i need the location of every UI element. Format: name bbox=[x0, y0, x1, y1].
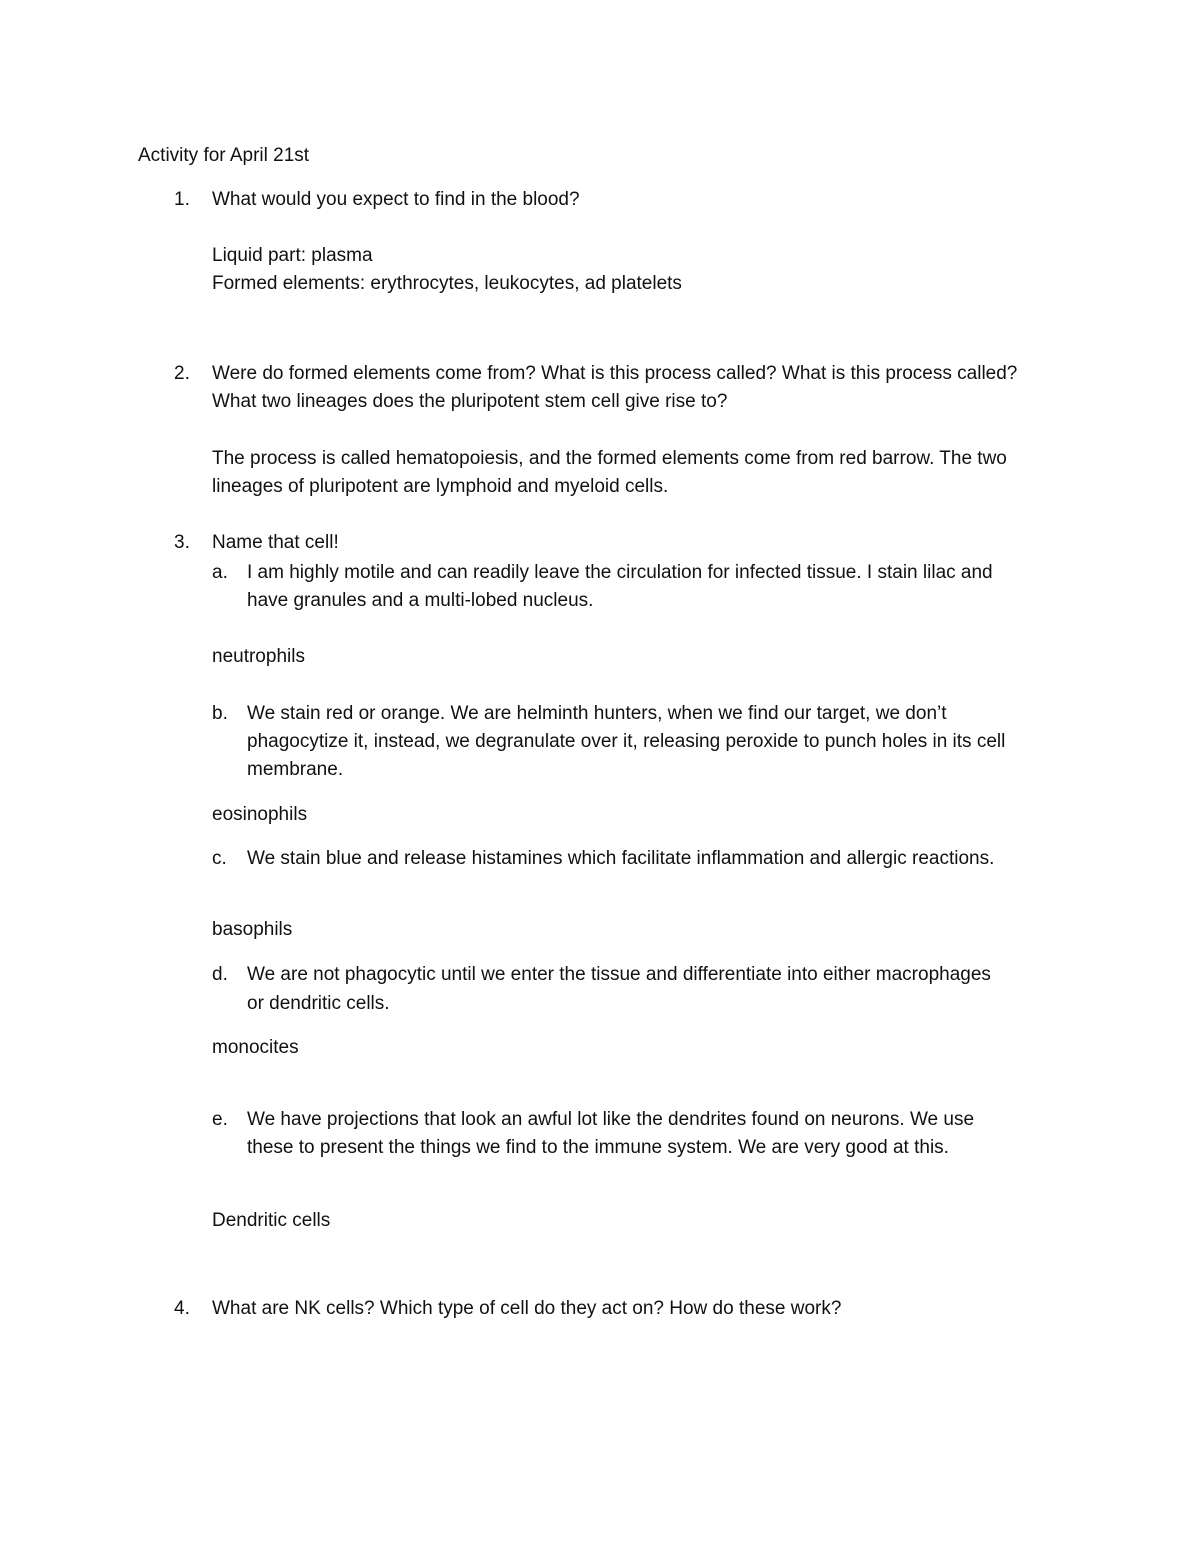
question-2-answer-line-2: lineages of pluripotent are lymphoid and myeloid cells. bbox=[212, 476, 669, 497]
question-1-answer-line-1: Liquid part: plasma bbox=[212, 245, 373, 266]
question-3c-answer: basophils bbox=[212, 919, 293, 940]
question-3d-letter: d. bbox=[212, 964, 228, 985]
question-3a-answer: neutrophils bbox=[212, 646, 305, 667]
question-3c-text-line-1: We stain blue and release histamines which facilitate inflammation and allergic reactions. bbox=[247, 848, 995, 869]
question-3d-text-line-2: or dendritic cells. bbox=[247, 993, 390, 1014]
question-1-text: What would you expect to find in the blood? bbox=[212, 189, 580, 210]
question-3a-text-line-1: I am highly motile and can readily leave the circulation for infected tissue. I stain lilac and bbox=[247, 562, 993, 583]
document-title: Activity for April 21st bbox=[138, 145, 310, 166]
question-3e-letter: e. bbox=[212, 1109, 228, 1130]
question-2-text-line-1: Were do formed elements come from? What is this process called? What is this process called? bbox=[212, 363, 1018, 384]
question-4-number: 4. bbox=[174, 1298, 190, 1319]
question-3e-text-line-2: these to present the things we find to the immune system. We are very good at this. bbox=[247, 1137, 949, 1158]
question-1-answer-line-2: Formed elements: erythrocytes, leukocytes, ad platelets bbox=[212, 273, 682, 294]
question-3c-letter: c. bbox=[212, 848, 227, 869]
question-4-text: What are NK cells? Which type of cell do they act on? How do these work? bbox=[212, 1298, 842, 1319]
question-3d-text-line-1: We are not phagocytic until we enter the tissue and differentiate into either macrophages bbox=[247, 964, 991, 985]
question-3d-answer: monocites bbox=[212, 1037, 299, 1058]
question-2-answer-line-1: The process is called hematopoiesis, and the formed elements come from red barrow. The two bbox=[212, 448, 1007, 469]
question-3-text: Name that cell! bbox=[212, 532, 339, 553]
question-3-number: 3. bbox=[174, 532, 190, 553]
question-2-number: 2. bbox=[174, 363, 190, 384]
question-3a-letter: a. bbox=[212, 562, 228, 583]
question-3a-text-line-2: have granules and a multi-lobed nucleus. bbox=[247, 590, 594, 611]
question-3b-letter: b. bbox=[212, 703, 228, 724]
question-3b-text-line-2: phagocytize it, instead, we degranulate over it, releasing peroxide to punch holes in its cell bbox=[247, 731, 1006, 752]
question-2-text-line-2: What two lineages does the pluripotent stem cell give rise to? bbox=[212, 391, 728, 412]
question-3e-text-line-1: We have projections that look an awful lot like the dendrites found on neurons. We use bbox=[247, 1109, 975, 1130]
question-1-number: 1. bbox=[174, 189, 190, 210]
question-3e-answer: Dendritic cells bbox=[212, 1210, 331, 1231]
question-3b-answer: eosinophils bbox=[212, 804, 308, 825]
question-3b-text-line-3: membrane. bbox=[247, 759, 344, 780]
question-3b-text-line-1: We stain red or orange. We are helminth hunters, when we find our target, we don’t bbox=[247, 703, 947, 724]
